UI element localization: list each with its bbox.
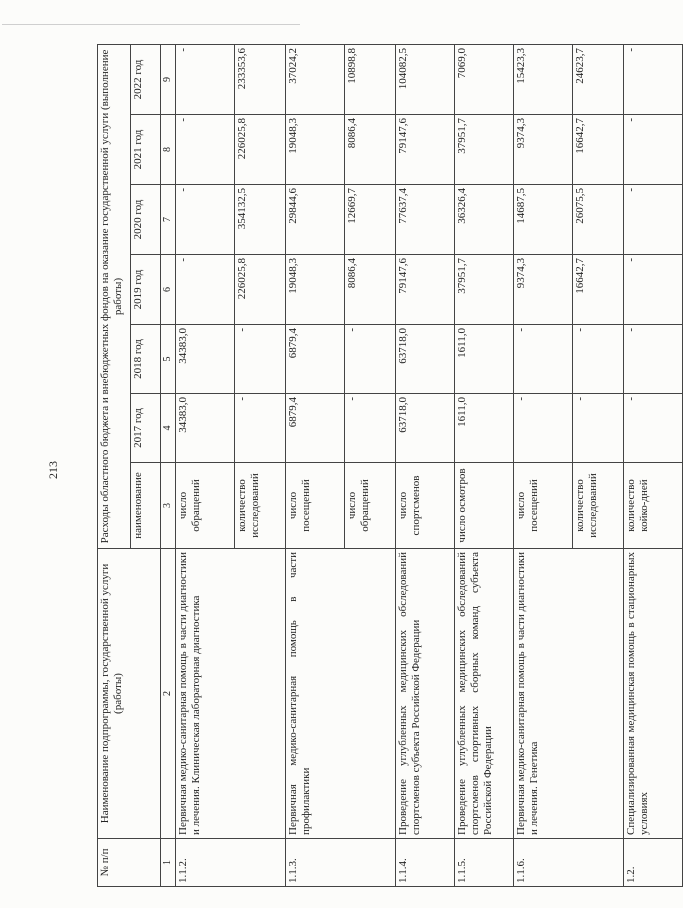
row-value: 226025,8: [235, 115, 286, 185]
table-row: [514, 44, 573, 886]
row-value: 12669,7: [345, 185, 396, 255]
row-value: -: [176, 185, 235, 255]
row-value: -: [514, 394, 573, 463]
column-number: 5: [161, 325, 176, 394]
row-value: 8086,4: [345, 115, 396, 185]
column-number: 7: [161, 185, 176, 255]
header-year: 2020 год: [131, 185, 161, 255]
row-unit: число обращений: [176, 463, 235, 549]
row-value: 29844,6: [286, 185, 345, 255]
row-value: 26075,5: [573, 185, 624, 255]
table-row: [396, 44, 455, 886]
row-unit: количество койко-дней: [624, 463, 683, 549]
row-name: Первичная медико-санитарная помощь в части профилактики: [286, 549, 396, 839]
row-value: -: [176, 44, 235, 114]
table-row: [286, 44, 345, 886]
column-number: 1: [161, 839, 176, 887]
row-value: 6879,4: [286, 394, 345, 463]
row-value: 77637,4: [396, 185, 455, 255]
row-value: -: [345, 325, 396, 394]
row-number: 1.1.4.: [396, 839, 455, 887]
row-value: 19048,3: [286, 255, 345, 325]
row-value: 10898,8: [345, 44, 396, 114]
row-value: 9374,3: [514, 115, 573, 185]
row-value: -: [176, 115, 235, 185]
row-value: -: [624, 115, 683, 185]
rotated-table-wrapper: [97, 45, 651, 887]
row-value: -: [514, 325, 573, 394]
row-unit: количество исследований: [235, 463, 286, 549]
row-value: 8086,4: [345, 255, 396, 325]
table-row: [624, 44, 683, 886]
row-value: -: [345, 394, 396, 463]
scan-edge-line: [2, 24, 300, 25]
header-year: 2018 год: [131, 325, 161, 394]
table-row: [176, 44, 235, 886]
row-value: 37951,7: [455, 115, 514, 185]
header-year: 2019 год: [131, 255, 161, 325]
row-number: 1.1.2.: [176, 839, 286, 887]
row-value: 34383,0: [176, 325, 235, 394]
row-value: 79147,6: [396, 255, 455, 325]
row-value: 79147,6: [396, 115, 455, 185]
row-number: 1.2.: [624, 839, 683, 887]
row-value: 233353,6: [235, 44, 286, 114]
row-value: -: [624, 394, 683, 463]
row-value: -: [176, 255, 235, 325]
row-value: 7069,0: [455, 44, 514, 114]
row-value: 19048,3: [286, 115, 345, 185]
row-value: 354132,5: [235, 185, 286, 255]
row-value: 1611,0: [455, 325, 514, 394]
row-unit: число посещений: [514, 463, 573, 549]
header-name: Наименование подпрограммы, государственной услуги (работы): [98, 549, 161, 839]
column-number: 9: [161, 44, 176, 114]
row-name: Первичная медико-санитарная помощь в части диагностики и лечения. Генетика: [514, 549, 624, 839]
header-unit: наименование: [131, 463, 161, 549]
column-number: 3: [161, 463, 176, 549]
row-value: 1611,0: [455, 394, 514, 463]
row-value: -: [624, 255, 683, 325]
row-value: -: [624, 325, 683, 394]
row-value: 36326,4: [455, 185, 514, 255]
header-year: 2017 год: [131, 394, 161, 463]
row-value: 9374,3: [514, 255, 573, 325]
column-number: 8: [161, 115, 176, 185]
table-row: [455, 44, 514, 886]
row-number: 1.1.3.: [286, 839, 396, 887]
row-value: 24623,7: [573, 44, 624, 114]
row-value: 226025,8: [235, 255, 286, 325]
row-unit: число спортсменов: [396, 463, 455, 549]
row-value: 37024,2: [286, 44, 345, 114]
row-number: 1.1.5.: [455, 839, 514, 887]
row-unit: число осмотров: [455, 463, 514, 549]
row-value: 6879,4: [286, 325, 345, 394]
row-name: Проведение углубленных медицинских обследований спортсменов субъекта Российской Федерации: [396, 549, 455, 839]
row-value: -: [624, 185, 683, 255]
row-value: 16642,7: [573, 255, 624, 325]
header-expenses: Расходы областного бюджета и внебюджетных фондов на оказание государственной услуги (выполнение работы): [98, 44, 131, 548]
header-no: № п/п: [98, 839, 161, 887]
row-value: -: [235, 394, 286, 463]
header-year: 2021 год: [131, 115, 161, 185]
row-value: 104082,5: [396, 44, 455, 114]
row-value: 63718,0: [396, 394, 455, 463]
row-value: 15423,3: [514, 44, 573, 114]
row-number: 1.1.6.: [514, 839, 624, 887]
row-value: 63718,0: [396, 325, 455, 394]
expenses-table: [97, 44, 683, 887]
row-value: 37951,7: [455, 255, 514, 325]
row-value: -: [235, 325, 286, 394]
row-unit: количество исследований: [573, 463, 624, 549]
row-value: 14687,5: [514, 185, 573, 255]
row-unit: число обращений: [345, 463, 396, 549]
row-name: Специализированная медицинская помощь в стационарных условиях: [624, 549, 683, 839]
row-value: -: [624, 44, 683, 114]
row-name: Проведение углубленных медицинских обследований спортсменов спортивных сборных команд субъекта Российской Федерации: [455, 549, 514, 839]
row-value: 34383,0: [176, 394, 235, 463]
page-number: 213: [46, 461, 60, 479]
row-value: 16642,7: [573, 115, 624, 185]
row-value: -: [573, 394, 624, 463]
row-unit: число посещений: [286, 463, 345, 549]
row-name: Первичная медико-санитарная помощь в части диагностики и лечения. Клиническая лабораторная диагностика: [176, 549, 286, 839]
column-number: 2: [161, 549, 176, 839]
column-number: 4: [161, 394, 176, 463]
column-numbers-row: [161, 44, 176, 886]
row-value: -: [573, 325, 624, 394]
column-number: 6: [161, 255, 176, 325]
header-year: 2022 год: [131, 44, 161, 114]
